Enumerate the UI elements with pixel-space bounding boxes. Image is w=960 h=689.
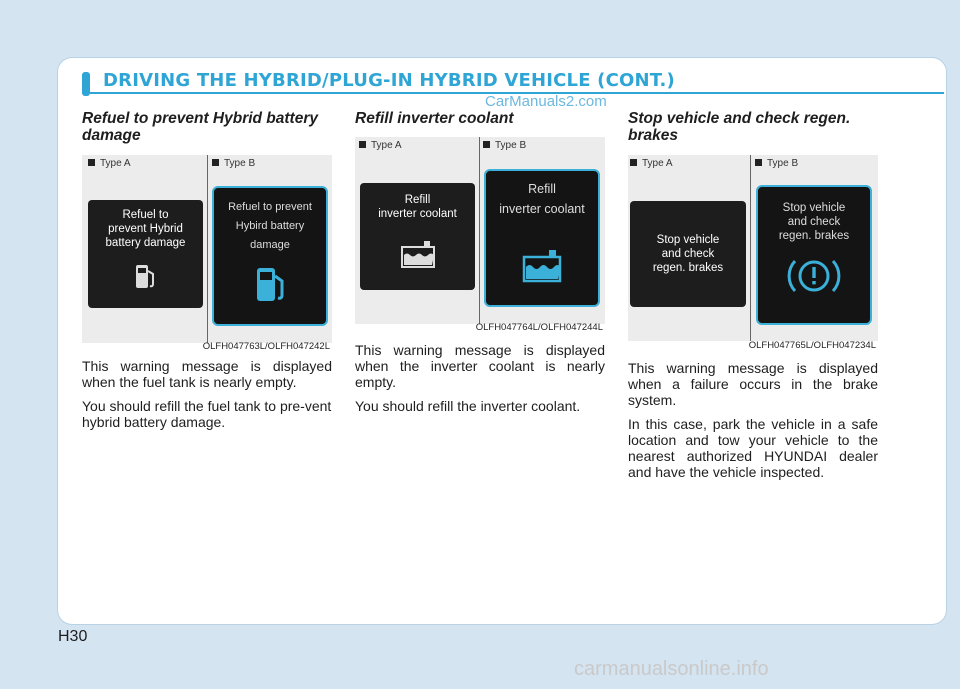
- paragraph: In this case, park the vehicle in a safe location and tow your vehicle to the nearest authorized HYUNDAI dealer and have the vehicle inspected.: [628, 416, 878, 480]
- type-b-label: Type B: [212, 158, 255, 169]
- section-body: [82, 358, 332, 438]
- section-heading: Refill inverter coolant: [355, 110, 514, 127]
- watermark-top[interactable]: CarManuals2.com: [485, 93, 607, 110]
- figure-code: OLFH047765L/OLFH047234L: [748, 340, 876, 351]
- section-heading: Refuel to prevent Hybrid battery damage: [82, 110, 318, 144]
- fuel-pump-icon: [134, 262, 158, 290]
- type-b-label: Type B: [755, 158, 798, 169]
- panel-b-text: Refill inverter coolant: [499, 182, 585, 216]
- panel-a-text: Refill inverter coolant: [378, 194, 457, 220]
- section-body: [628, 360, 878, 488]
- panel-a-text: Refuel to prevent Hybrid battery damage: [105, 209, 186, 249]
- section-header-title: DRIVING THE HYBRID/PLUG-IN HYBRID VEHICLE (CONT.): [103, 70, 675, 91]
- paragraph: You should refill the inverter coolant.: [355, 398, 581, 414]
- header-accent-bar: [82, 72, 90, 96]
- paragraph: This warning message is displayed when a failure occurs in the brake system.: [628, 360, 878, 408]
- section-body: [355, 342, 605, 422]
- fuel-pump-icon: [254, 264, 288, 304]
- warning-panel-type-b: [484, 169, 600, 307]
- type-b-label: Type B: [483, 140, 526, 151]
- brake-warning-icon: [784, 253, 844, 299]
- section-inverter-coolant: [355, 110, 605, 414]
- figure-divider: [479, 137, 480, 324]
- paragraph: This warning message is displayed when the inverter coolant is nearly empty.: [355, 342, 605, 390]
- panel-b-text: Stop vehicle and check regen. brakes: [778, 202, 850, 242]
- type-a-label: Type A: [359, 140, 402, 151]
- section-regen-brakes: [628, 110, 878, 480]
- figure-divider: [750, 155, 751, 341]
- warning-panel-type-b: [756, 185, 872, 325]
- panel-a-text: Stop vehicle and check regen. brakes: [652, 234, 724, 274]
- section-refuel: [82, 110, 332, 430]
- section-heading: Stop vehicle and check regen. brakes: [628, 110, 851, 144]
- coolant-reservoir-icon: [520, 247, 564, 285]
- watermark-bottom[interactable]: carmanualsonline.info: [574, 658, 769, 680]
- panel-b-text: Refuel to prevent Hybird battery damage: [228, 201, 312, 251]
- warning-panel-type-a: [630, 201, 746, 307]
- type-a-label: Type A: [630, 158, 673, 169]
- coolant-reservoir-icon: [398, 239, 438, 271]
- warning-panel-type-b: [212, 186, 328, 326]
- warning-panel-type-a: [88, 200, 203, 308]
- warning-panel-type-a: [360, 183, 475, 290]
- figure-refuel: [82, 155, 332, 352]
- paragraph: This warning message is displayed when the fuel tank is nearly empty.: [82, 358, 332, 390]
- figure-code: OLFH047764L/OLFH047244L: [475, 322, 603, 333]
- page-number: H30: [58, 628, 88, 645]
- figure-code: OLFH047763L/OLFH047242L: [202, 341, 330, 352]
- type-a-label: Type A: [88, 158, 131, 169]
- figure-regen-brakes: [628, 155, 878, 351]
- figure-inverter-coolant: [355, 137, 605, 333]
- paragraph: You should refill the fuel tank to pre-vent hybrid battery damage.: [82, 398, 332, 430]
- figure-divider: [207, 155, 208, 343]
